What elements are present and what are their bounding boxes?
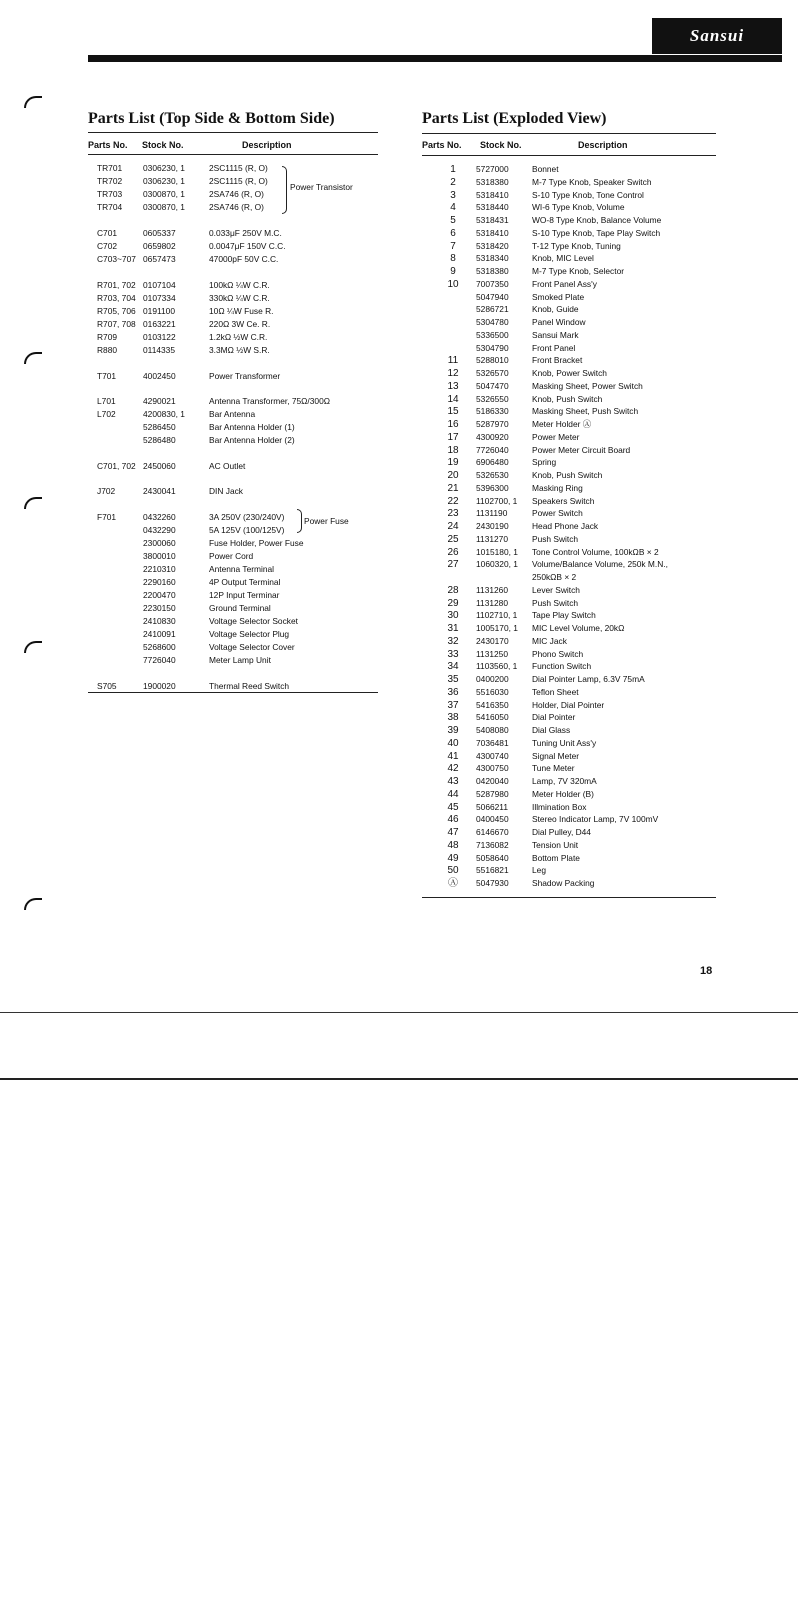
stock-no-cell: 5186330 <box>476 406 509 417</box>
part-no-cell: 41 <box>447 750 459 762</box>
binder-mark <box>24 96 42 108</box>
description-cell: Meter Lamp Unit <box>209 655 271 665</box>
description-cell: Voltage Selector Cover <box>209 642 295 652</box>
part-no-cell: 34 <box>447 661 459 673</box>
description-cell: MIC Jack <box>532 635 567 646</box>
description-cell: Signal Meter <box>532 750 580 761</box>
right-title-rule <box>422 133 716 134</box>
description-cell: Power Meter <box>532 431 580 442</box>
description-cell: M-7 Type Knob, Selector <box>532 266 625 276</box>
stock-no-cell: 0400450 <box>476 814 509 825</box>
description-cell: 0.033μF 250V M.C. <box>209 228 282 238</box>
description-cell: Front Bracket <box>532 355 583 366</box>
description-cell: Holder, Dial Pointer <box>532 699 605 710</box>
part-no-cell: 40 <box>447 737 459 749</box>
stock-no-cell: 5416350 <box>476 699 509 710</box>
part-no-cell: L701 <box>97 396 116 406</box>
stock-no-cell: 0420040 <box>476 776 509 786</box>
header-rule <box>88 55 782 62</box>
stock-no-cell: 1102710, 1 <box>476 610 518 621</box>
stock-no-cell: 0306230, 1 <box>143 176 185 186</box>
description-cell: Bar Antenna Holder (2) <box>209 435 295 445</box>
stock-no-cell: 0306230, 1 <box>143 163 185 173</box>
left-header-description: Description <box>242 140 292 150</box>
part-no-cell: 38 <box>447 712 459 724</box>
part-no-cell: 24 <box>447 521 459 532</box>
stock-no-cell: 5318410 <box>476 189 509 200</box>
description-cell: Knob, Push Switch <box>532 393 603 404</box>
part-no-cell: 3 <box>450 189 456 201</box>
power-fuse-brace <box>297 509 302 533</box>
stock-no-cell: 6146670 <box>476 827 509 837</box>
description-cell: 250kΩB × 2 <box>532 572 577 582</box>
stock-no-cell: 5318380 <box>476 266 509 276</box>
stock-no-cell: 0107104 <box>143 280 176 290</box>
part-no-cell: 42 <box>447 763 459 775</box>
description-cell: Knob, Guide <box>532 304 579 315</box>
stock-no-cell: 5047930 <box>476 878 509 888</box>
part-no-cell: 25 <box>447 533 459 545</box>
description-cell: Power Switch <box>532 508 583 519</box>
part-no-cell: 27 <box>447 559 459 571</box>
description-cell: Shadow Packing <box>532 878 595 888</box>
stock-no-cell: 7726040 <box>143 655 176 665</box>
stock-no-cell: 0432290 <box>143 525 176 535</box>
stock-no-cell: 4002450 <box>143 371 176 381</box>
part-no-cell: 48 <box>447 839 459 851</box>
stock-no-cell: 5268600 <box>143 642 176 652</box>
description-cell: 10Ω ¼W Fuse R. <box>209 306 274 316</box>
stock-no-cell: 5286450 <box>143 422 176 432</box>
part-no-cell: 33 <box>447 648 459 660</box>
description-cell: Front Panel Ass'y <box>532 278 597 289</box>
binder-mark <box>24 497 42 509</box>
part-no-cell: 35 <box>447 674 459 685</box>
part-no-cell: L702 <box>97 409 116 419</box>
description-cell: 0.0047μF 150V C.C. <box>209 241 286 251</box>
description-cell: Speakers Switch <box>532 495 595 506</box>
stock-no-cell: 2290160 <box>143 577 176 587</box>
description-cell: 1.2kΩ ½W C.R. <box>209 332 268 342</box>
part-no-cell: 6 <box>450 227 456 239</box>
part-no-cell: R709 <box>97 332 118 342</box>
description-cell: Illmination Box <box>532 801 587 812</box>
description-cell: 2SC1115 (R, O) <box>209 163 268 173</box>
binder-mark <box>24 641 42 653</box>
stock-no-cell: 7136082 <box>476 839 509 850</box>
part-no-cell: 45 <box>447 801 459 813</box>
part-no-cell: Ⓐ <box>448 878 458 889</box>
description-cell: S-10 Type Knob, Tape Play Switch <box>532 227 661 238</box>
description-cell: 330kΩ ¼W C.R. <box>209 293 270 303</box>
left-header-rule <box>88 154 378 155</box>
part-no-cell: 2 <box>450 176 456 188</box>
description-cell: Leg <box>532 865 546 876</box>
stock-no-cell: 1131270 <box>476 533 508 544</box>
stock-no-cell: 5516821 <box>476 865 509 876</box>
part-no-cell: 49 <box>447 852 459 864</box>
stock-no-cell: 5318431 <box>476 215 509 225</box>
stock-no-cell: 5286480 <box>143 435 176 445</box>
description-cell: 2SC1115 (R, O) <box>209 176 268 186</box>
stock-no-cell: 5287980 <box>476 788 509 799</box>
description-cell: Panel Window <box>532 317 586 327</box>
description-cell: Bonnet <box>532 164 559 174</box>
stock-no-cell: 1131250 <box>476 648 508 659</box>
power-transistor-label: Power Transistor <box>290 182 353 192</box>
description-cell: 12P Input Terminar <box>209 590 280 600</box>
stock-no-cell: 1131260 <box>476 584 508 595</box>
power-fuse-label: Power Fuse <box>304 516 349 526</box>
description-cell: Masking Ring <box>532 482 583 493</box>
part-no-cell: 43 <box>447 776 459 787</box>
stock-no-cell: 5066211 <box>476 801 508 812</box>
description-cell: Sansui Mark <box>532 329 579 340</box>
part-no-cell: R880 <box>97 345 118 355</box>
description-cell: WO-8 Type Knob, Balance Volume <box>532 215 662 225</box>
stock-no-cell: 2410830 <box>143 616 176 626</box>
power-transistor-brace <box>282 166 287 214</box>
description-cell: Masking Sheet, Push Switch <box>532 406 639 417</box>
description-cell: 100kΩ ¼W C.R. <box>209 280 270 290</box>
part-no-cell: C702 <box>97 241 118 251</box>
stock-no-cell: 0605337 <box>143 228 176 238</box>
part-no-cell: 39 <box>447 725 459 736</box>
part-no-cell: 19 <box>447 457 459 469</box>
part-no-cell: 23 <box>447 508 459 520</box>
page-cut-line <box>0 1012 798 1013</box>
description-cell: Voltage Selector Socket <box>209 616 298 626</box>
stock-no-cell: 1131280 <box>476 597 508 608</box>
part-no-cell: J702 <box>97 486 116 496</box>
stock-no-cell: 2200470 <box>143 590 176 600</box>
stock-no-cell: 0191100 <box>143 306 175 316</box>
stock-no-cell: 5408080 <box>476 725 509 735</box>
stock-no-cell: 1005170, 1 <box>476 623 518 633</box>
right-header-parts-no: Parts No. <box>422 140 462 150</box>
description-cell: Tape Play Switch <box>532 610 596 621</box>
stock-no-cell: 4300750 <box>476 763 509 774</box>
part-no-cell: F701 <box>97 512 117 522</box>
description-cell: Bar Antenna <box>209 409 256 419</box>
part-no-cell: C701 <box>97 228 118 238</box>
description-cell: Meter Holder (B) <box>532 788 594 799</box>
part-no-cell: 5 <box>450 215 456 226</box>
left-table-bottom-rule <box>88 692 378 693</box>
description-cell: Volume/Balance Volume, 250k M.N., <box>532 559 668 570</box>
part-no-cell: C703~707 <box>97 254 136 264</box>
description-cell: Function Switch <box>532 661 592 672</box>
part-no-cell: 15 <box>447 406 459 418</box>
description-cell: AC Outlet <box>209 461 246 471</box>
binder-mark <box>24 352 42 364</box>
right-table-title: Parts List (Exploded View) <box>422 110 607 127</box>
description-cell: Dial Pointer Lamp, 6.3V 75mA <box>532 674 645 684</box>
description-cell: 47000pF 50V C.C. <box>209 254 279 264</box>
stock-no-cell: 0300870, 1 <box>143 189 185 199</box>
stock-no-cell: 2430190 <box>476 521 509 531</box>
description-cell: Smoked Plate <box>532 291 585 302</box>
stock-no-cell: 0657473 <box>143 254 176 264</box>
description-cell: Bottom Plate <box>532 852 580 863</box>
part-no-cell: 11 <box>447 355 459 367</box>
stock-no-cell: 5287970 <box>476 419 509 429</box>
part-no-cell: 22 <box>447 495 459 507</box>
stock-no-cell: 0300870, 1 <box>143 202 185 212</box>
part-no-cell: 16 <box>447 419 459 430</box>
stock-no-cell: 4200830, 1 <box>143 409 185 419</box>
stock-no-cell: 5304780 <box>476 317 509 327</box>
description-cell: Head Phone Jack <box>532 521 599 531</box>
right-header-description: Description <box>578 140 628 150</box>
stock-no-cell: 5727000 <box>476 164 509 174</box>
stock-no-cell: 5396300 <box>476 482 509 493</box>
description-cell: Tension Unit <box>532 839 579 850</box>
description-cell: Dial Pulley, D44 <box>532 827 591 837</box>
description-cell: Power Meter Circuit Board <box>532 444 631 455</box>
part-no-cell: 8 <box>450 253 456 265</box>
stock-no-cell: 5336500 <box>476 329 509 340</box>
stock-no-cell: 1015180, 1 <box>476 546 518 557</box>
description-cell: 3.3MΩ ½W S.R. <box>209 345 270 355</box>
part-no-cell: 37 <box>447 699 459 711</box>
description-cell: Knob, MIC Level <box>532 253 594 264</box>
stock-no-cell: 3800010 <box>143 551 176 561</box>
stock-no-cell: 0107334 <box>143 293 176 303</box>
description-cell: 3A 250V (230/240V) <box>209 512 285 522</box>
description-cell: Lamp, 7V 320mA <box>532 776 597 786</box>
description-cell: Knob, Push Switch <box>532 470 603 480</box>
stock-no-cell: 4290021 <box>143 396 176 406</box>
description-cell: M-7 Type Knob, Speaker Switch <box>532 176 652 187</box>
part-no-cell: C701, 702 <box>97 461 136 471</box>
stock-no-cell: 5318340 <box>476 253 509 264</box>
part-no-cell: R701, 702 <box>97 280 136 290</box>
stock-no-cell: 5318380 <box>476 176 509 187</box>
description-cell: Voltage Selector Plug <box>209 629 290 639</box>
description-cell: Stereo Indicator Lamp, 7V 100mV <box>532 814 659 825</box>
part-no-cell: TR704 <box>97 202 123 212</box>
part-no-cell: R703, 704 <box>97 293 136 303</box>
description-cell: Lever Switch <box>532 584 580 595</box>
description-cell: Fuse Holder, Power Fuse <box>209 538 304 548</box>
description-cell: Teflon Sheet <box>532 686 579 697</box>
stock-no-cell: 2430170 <box>476 635 509 646</box>
part-no-cell: 32 <box>447 635 459 647</box>
stock-no-cell: 5516030 <box>476 686 509 697</box>
stock-no-cell: 5318410 <box>476 227 509 238</box>
part-no-cell: 18 <box>447 444 459 456</box>
left-table-title: Parts List (Top Side & Bottom Side) <box>88 110 335 127</box>
description-cell: Masking Sheet, Power Switch <box>532 380 643 391</box>
stock-no-cell: 5326550 <box>476 393 509 404</box>
part-no-cell: S705 <box>97 681 117 691</box>
description-cell: Spring <box>532 457 557 468</box>
stock-no-cell: 5318420 <box>476 240 509 251</box>
part-no-cell: 29 <box>447 597 459 609</box>
stock-no-cell: 2410091 <box>143 629 176 639</box>
description-cell: 2SA746 (R, O) <box>209 189 264 199</box>
part-no-cell: 36 <box>447 686 459 698</box>
stock-no-cell: 6906480 <box>476 457 509 468</box>
stock-no-cell: 5286721 <box>476 304 509 315</box>
part-no-cell: R705, 706 <box>97 306 136 316</box>
part-no-cell: 9 <box>450 266 456 277</box>
binder-mark <box>24 898 42 910</box>
stock-no-cell: 0114335 <box>143 345 175 355</box>
part-no-cell: 30 <box>447 610 459 622</box>
stock-no-cell: 2210310 <box>143 564 176 574</box>
description-cell: Thermal Reed Switch <box>209 681 290 691</box>
part-no-cell: 10 <box>447 278 459 290</box>
part-no-cell: 47 <box>447 827 459 838</box>
description-cell: Dial Pointer <box>532 712 576 723</box>
part-no-cell: 26 <box>447 546 459 558</box>
part-no-cell: 12 <box>447 368 459 379</box>
stock-no-cell: 7726040 <box>476 444 509 455</box>
description-cell: Phono Switch <box>532 648 584 659</box>
part-no-cell: 20 <box>447 470 459 481</box>
part-no-cell: 46 <box>447 814 459 826</box>
part-no-cell: R707, 708 <box>97 319 136 329</box>
description-cell: Tone Control Volume, 100kΩB × 2 <box>532 546 659 557</box>
brand-logo: Sansui <box>652 18 782 54</box>
description-cell: DIN Jack <box>209 486 243 496</box>
description-cell: MIC Level Volume, 20kΩ <box>532 623 625 633</box>
stock-no-cell: 5304790 <box>476 342 509 353</box>
stock-no-cell: 0163221 <box>143 319 176 329</box>
stock-no-cell: 0659802 <box>143 241 176 251</box>
stock-no-cell: 4300740 <box>476 750 509 761</box>
stock-no-cell: 5326570 <box>476 368 509 378</box>
description-cell: Power Cord <box>209 551 254 561</box>
description-cell: Front Panel <box>532 342 576 353</box>
page-number: 18 <box>700 965 713 977</box>
part-no-cell: 44 <box>447 788 459 800</box>
description-cell: Push Switch <box>532 533 579 544</box>
part-no-cell: 28 <box>447 584 459 596</box>
stock-no-cell: 2450060 <box>143 461 176 471</box>
stock-no-cell: 5058640 <box>476 852 509 863</box>
right-header-stock-no: Stock No. <box>480 140 522 150</box>
description-cell: WI-6 Type Knob, Volume <box>532 202 625 213</box>
part-no-cell: 13 <box>447 380 459 392</box>
part-no-cell: TR702 <box>97 176 123 186</box>
description-cell: Meter Holder Ⓐ <box>532 419 592 429</box>
stock-no-cell: 5318440 <box>476 202 509 213</box>
stock-no-cell: 2300060 <box>143 538 176 548</box>
part-no-cell: 14 <box>447 393 459 405</box>
stock-no-cell: 4300920 <box>476 431 509 442</box>
stock-no-cell: 1102700, 1 <box>476 495 518 506</box>
left-title-rule <box>88 132 378 133</box>
part-no-cell: 7 <box>450 240 456 252</box>
stock-no-cell: 5416050 <box>476 712 509 723</box>
part-no-cell: 4 <box>450 202 456 214</box>
right-table-bottom-rule <box>422 897 716 898</box>
stock-no-cell: 0432260 <box>143 512 176 522</box>
description-cell: T-12 Type Knob, Tuning <box>532 240 621 251</box>
page-bottom-rule <box>0 1078 798 1080</box>
stock-no-cell: 7036481 <box>476 737 509 748</box>
stock-no-cell: 2230150 <box>143 603 176 613</box>
part-no-cell: TR701 <box>97 163 123 173</box>
description-cell: Power Transformer <box>209 371 281 381</box>
left-header-parts-no: Parts No. <box>88 140 128 150</box>
description-cell: Push Switch <box>532 597 579 608</box>
part-no-cell: T701 <box>97 371 117 381</box>
stock-no-cell: 5047940 <box>476 291 509 302</box>
stock-no-cell: 0400200 <box>476 674 509 684</box>
stock-no-cell: 5047470 <box>476 380 509 391</box>
stock-no-cell: 5326530 <box>476 470 509 480</box>
stock-no-cell: 2430041 <box>143 486 176 496</box>
left-header-stock-no: Stock No. <box>142 140 184 150</box>
right-header-rule <box>422 155 716 156</box>
description-cell: Knob, Power Switch <box>532 368 607 378</box>
description-cell: Ground Terminal <box>209 603 271 613</box>
stock-no-cell: 7007350 <box>476 278 509 289</box>
part-no-cell: 21 <box>447 482 459 494</box>
part-no-cell: 50 <box>447 865 459 877</box>
description-cell: 5A 125V (100/125V) <box>209 525 285 535</box>
stock-no-cell: 1131190 <box>476 508 508 519</box>
description-cell: Bar Antenna Holder (1) <box>209 422 295 432</box>
description-cell: Dial Glass <box>532 725 571 735</box>
stock-no-cell: 1060320, 1 <box>476 559 518 570</box>
part-no-cell: 31 <box>447 623 459 634</box>
description-cell: 220Ω 3W Ce. R. <box>209 319 271 329</box>
description-cell: 2SA746 (R, O) <box>209 202 264 212</box>
description-cell: Tune Meter <box>532 763 575 774</box>
description-cell: Antenna Transformer, 75Ω/300Ω <box>209 396 330 406</box>
stock-no-cell: 1103560, 1 <box>476 661 518 672</box>
stock-no-cell: 5288010 <box>476 355 509 366</box>
stock-no-cell: 1900020 <box>143 681 176 691</box>
part-no-cell: 17 <box>447 431 459 443</box>
description-cell: Antenna Terminal <box>209 564 275 574</box>
description-cell: 4P Output Terminal <box>209 577 281 587</box>
part-no-cell: TR703 <box>97 189 123 199</box>
stock-no-cell: 0103122 <box>143 332 176 342</box>
description-cell: Tuning Unit Ass'y <box>532 737 597 748</box>
description-cell: S-10 Type Knob, Tone Control <box>532 189 644 200</box>
part-no-cell: 1 <box>450 164 456 175</box>
